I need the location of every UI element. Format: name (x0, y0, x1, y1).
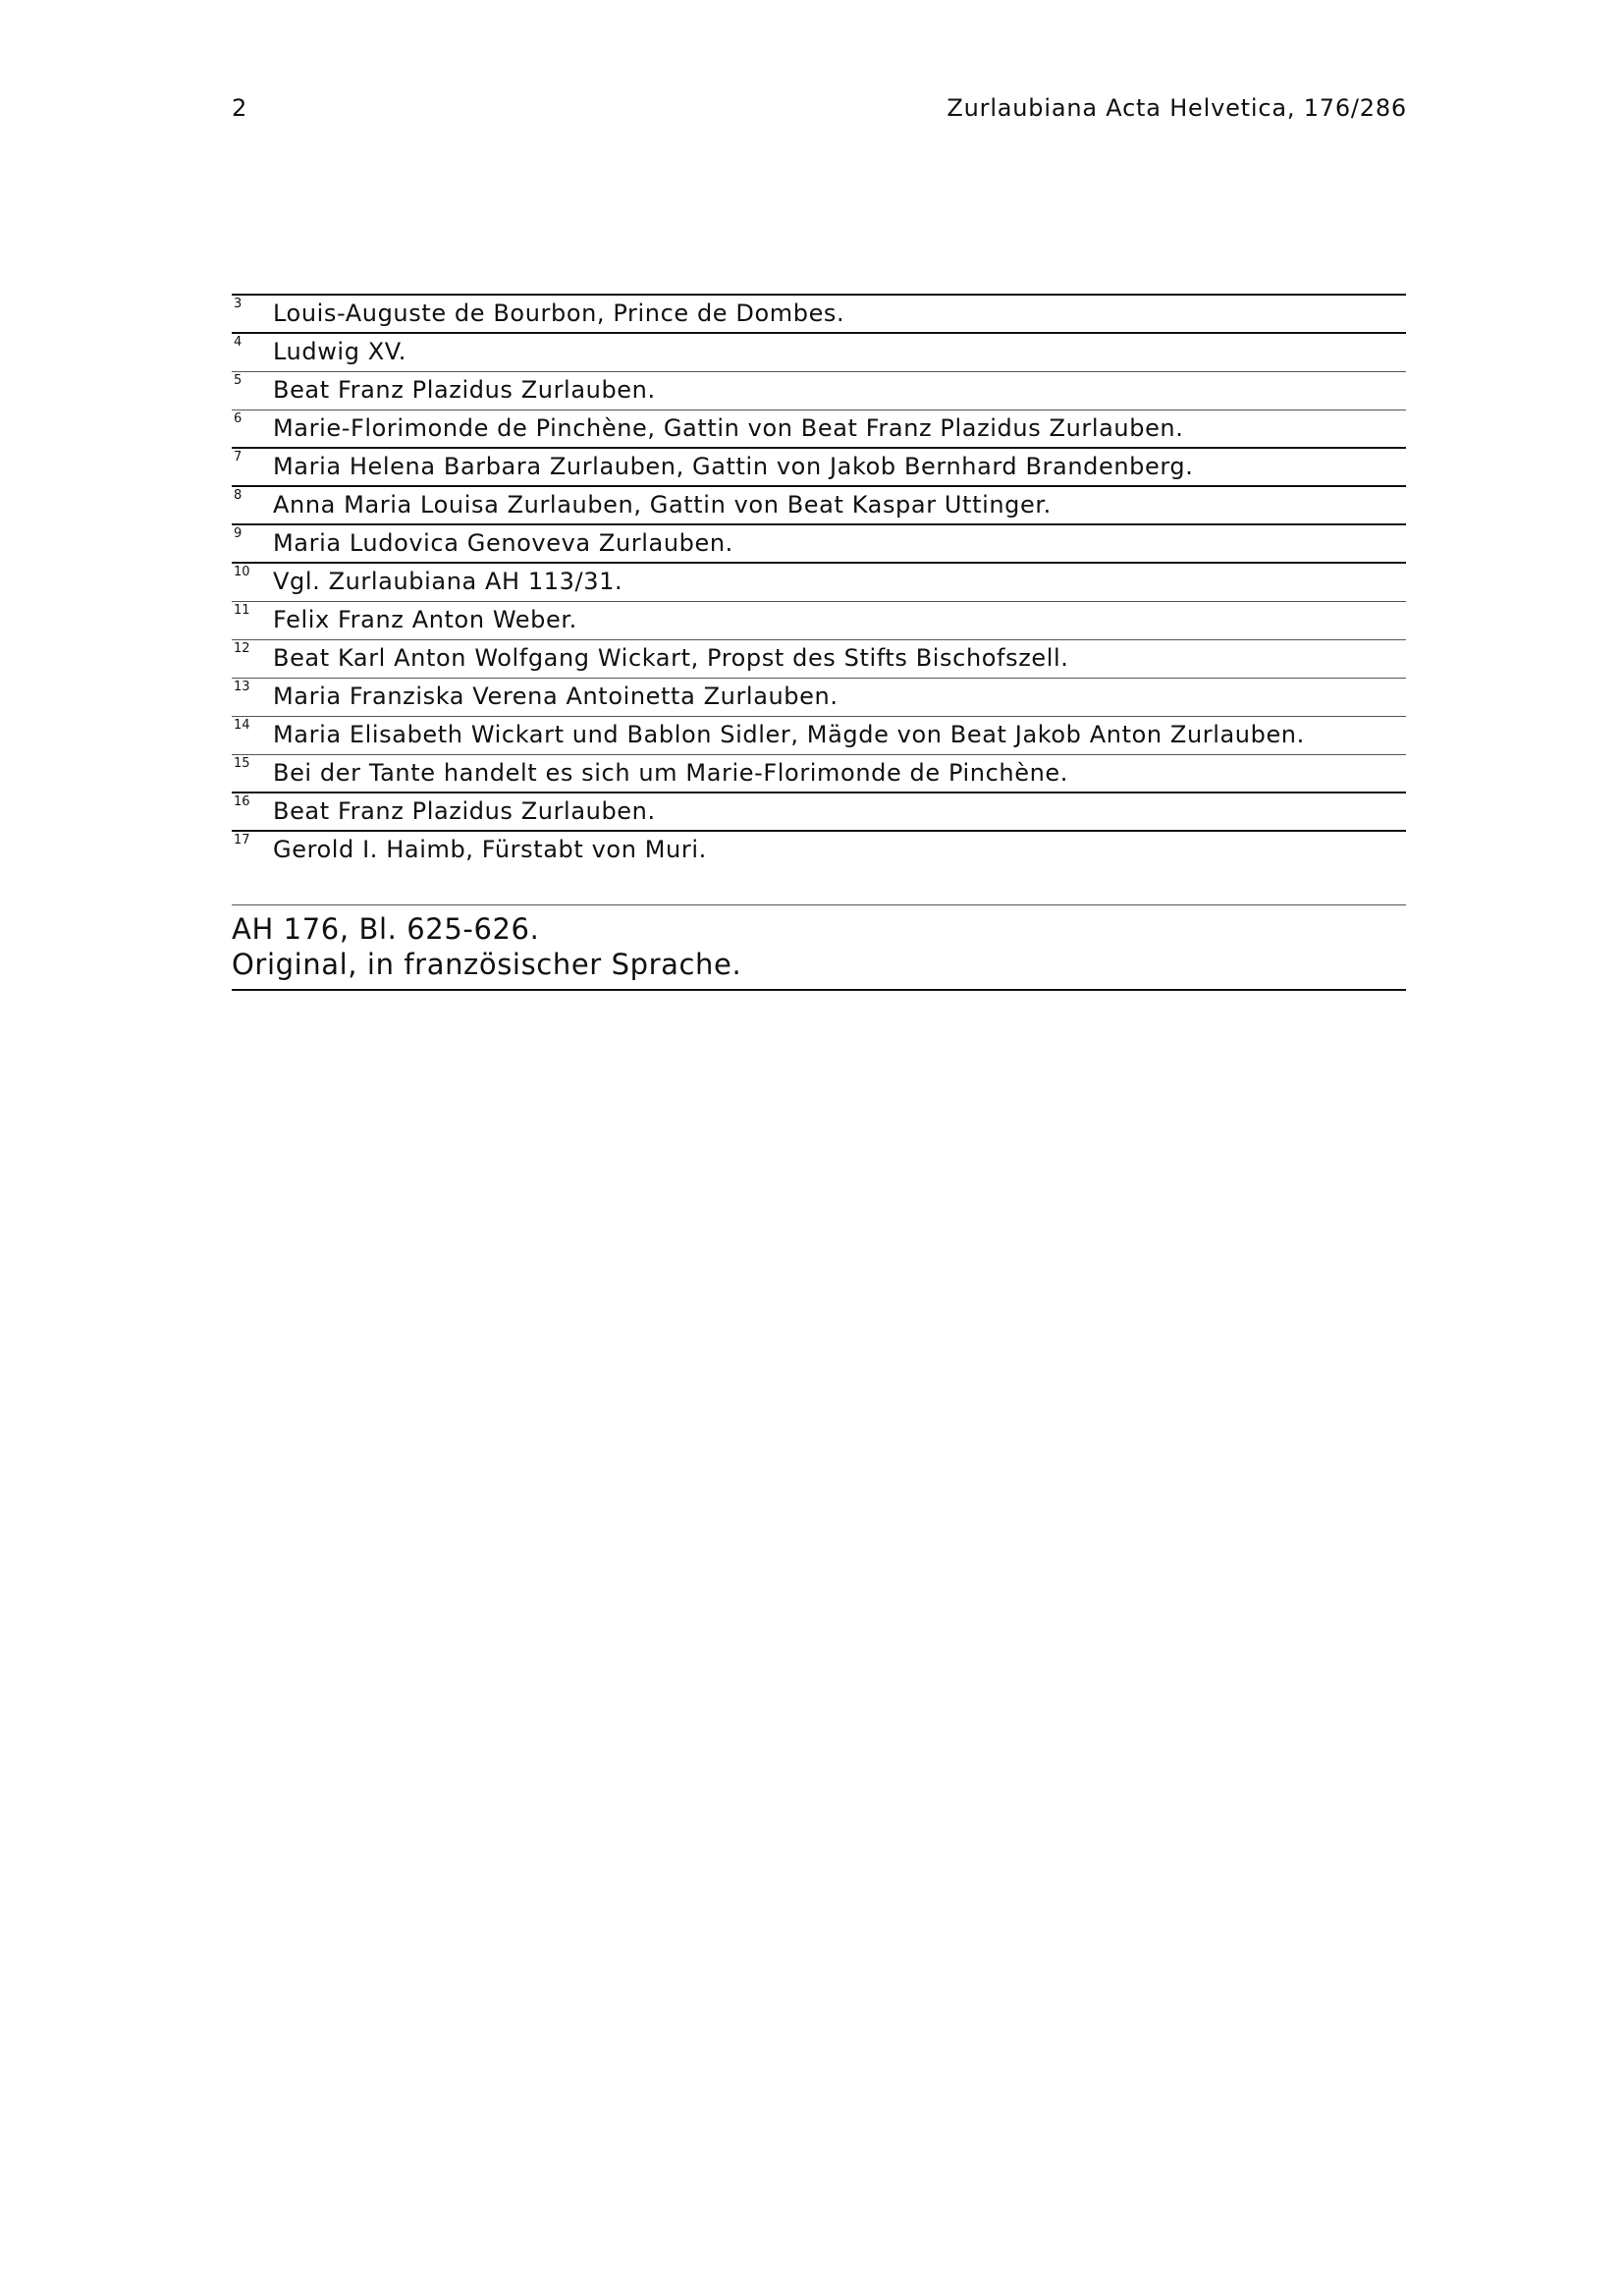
footnote-text: Maria Elisabeth Wickart und Bablon Sidler, Mägde von Beat Jakob Anton Zurlauben. (273, 721, 1305, 748)
footnote-marker: 10 (234, 565, 250, 579)
footnote-text: Felix Franz Anton Weber. (273, 606, 577, 633)
footnote-marker: 12 (234, 641, 250, 656)
footnote-text: Bei der Tante handelt es sich um Marie-Florimonde de Pinchène. (273, 759, 1068, 787)
footnote-5 (232, 372, 1406, 410)
footnote-text: Vgl. Zurlaubiana AH 113/31. (273, 568, 623, 595)
footnote-15 (232, 755, 1406, 793)
footnote-16 (232, 793, 1406, 832)
footnote-7 (232, 449, 1406, 487)
footnote-marker: 5 (234, 373, 243, 388)
footnote-marker: 8 (234, 488, 243, 503)
footnote-12 (232, 640, 1406, 679)
footnote-10 (232, 564, 1406, 602)
footnote-marker: 4 (234, 335, 243, 350)
footnote-marker: 3 (234, 297, 243, 311)
footnote-text: Maria Helena Barbara Zurlauben, Gattin von Jakob Bernhard Brandenberg. (273, 453, 1194, 480)
running-header: Zurlaubiana Acta Helvetica, 176/286 (947, 94, 1407, 122)
footnote-6 (232, 410, 1406, 449)
footnote-text: Marie-Florimonde de Pinchène, Gattin von Beat Franz Plazidus Zurlauben. (273, 414, 1184, 442)
footnote-marker: 7 (234, 450, 243, 465)
footnote-4 (232, 334, 1406, 372)
footnote-marker: 13 (234, 680, 250, 694)
footnote-text: Beat Franz Plazidus Zurlauben. (273, 797, 656, 825)
footnote-14 (232, 717, 1406, 755)
footnote-17 (232, 832, 1406, 876)
footnote-text: Gerold I. Haimb, Fürstabt von Muri. (273, 836, 707, 863)
footnote-text: Ludwig XV. (273, 338, 406, 365)
footnote-marker: 16 (234, 794, 250, 809)
footnote-11 (232, 602, 1406, 640)
footnote-text: Anna Maria Louisa Zurlauben, Gattin von Beat Kaspar Uttinger. (273, 491, 1052, 519)
footnote-13 (232, 679, 1406, 717)
footnote-marker: 17 (234, 833, 250, 847)
footnote-marker: 11 (234, 603, 250, 618)
footnote-text: Louis-Auguste de Bourbon, Prince de Dombes. (273, 300, 845, 327)
page-number: 2 (232, 94, 247, 122)
footnote-marker: 6 (234, 411, 243, 426)
footnote-marker: 14 (234, 718, 250, 733)
footnote-text: Maria Ludovica Genoveva Zurlauben. (273, 529, 733, 557)
footnote-text: Maria Franziska Verena Antoinetta Zurlauben. (273, 683, 839, 710)
footnotes-list (232, 294, 1406, 876)
footnote-8 (232, 487, 1406, 525)
footnote-3 (232, 296, 1406, 334)
footnote-text: Beat Karl Anton Wolfgang Wickart, Propst des Stifts Bischofszell. (273, 644, 1069, 672)
source-block (232, 904, 1406, 991)
footnote-marker: 15 (234, 756, 250, 771)
footnote-9 (232, 525, 1406, 564)
source-description: Original, in französischer Sprache. (232, 948, 742, 981)
source-reference: AH 176, Bl. 625-626. (232, 912, 540, 946)
footnote-text: Beat Franz Plazidus Zurlauben. (273, 376, 656, 404)
footnote-marker: 9 (234, 526, 243, 541)
